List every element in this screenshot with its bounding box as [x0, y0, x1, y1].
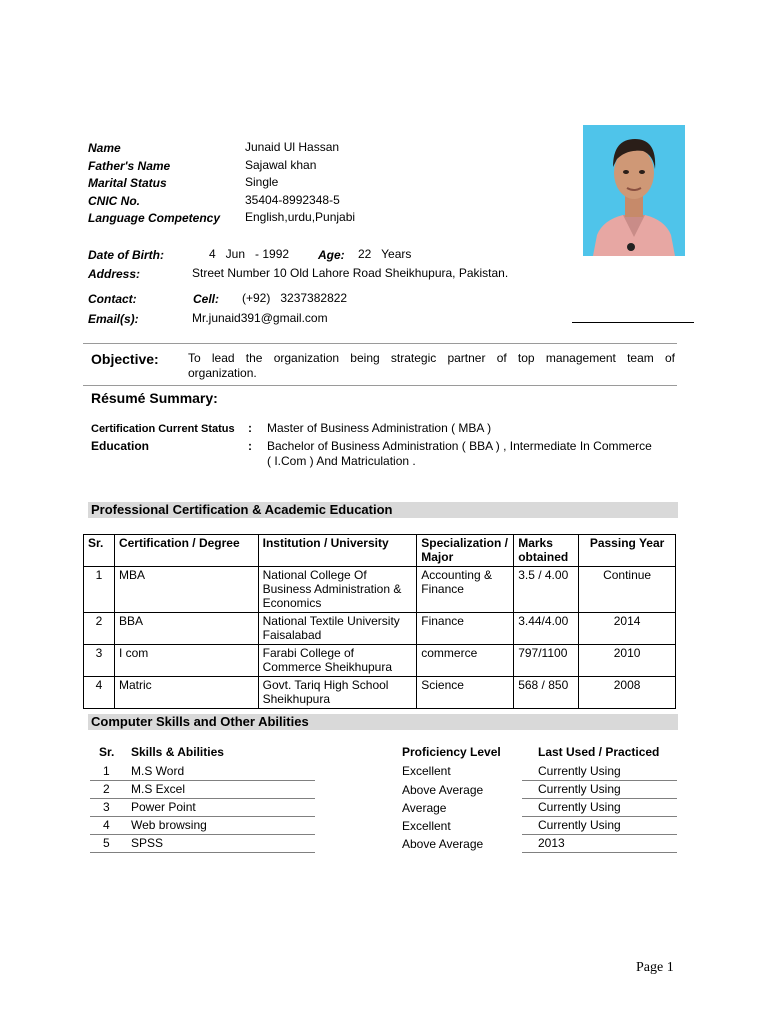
- table-row: [84, 567, 676, 613]
- skill-name: Power Point: [131, 800, 196, 814]
- dob-label: Date of Birth:: [88, 248, 164, 262]
- marital-value: Single: [245, 175, 279, 189]
- table-row: [84, 677, 676, 709]
- contact-label: Contact:: [88, 292, 137, 306]
- father-value: Sajawal khan: [245, 158, 317, 172]
- colon: :: [248, 421, 252, 435]
- cell-degree: Matric: [114, 677, 258, 709]
- father-label: Father's Name: [88, 159, 171, 173]
- header-sr: Sr.: [84, 535, 115, 567]
- skill-proficiency: Above Average: [402, 837, 484, 851]
- skill-row-underline: [90, 762, 315, 781]
- objective-text-line-1: To lead the organization being strategic partner of top management team of: [188, 351, 675, 365]
- skill-last-used: 2013: [538, 836, 565, 850]
- age-value: 22 Years: [358, 247, 412, 261]
- cell-specialization: Accounting & Finance: [417, 567, 514, 613]
- cell-institution: National College Of Business Administration & Economics: [258, 567, 417, 613]
- education-label: Education: [91, 439, 150, 453]
- skill-proficiency: Excellent: [402, 764, 451, 778]
- skill-sr: 1: [103, 764, 110, 778]
- cell-sr: 3: [84, 645, 115, 677]
- table-row: [84, 613, 676, 645]
- skill-row-underline: [90, 780, 315, 799]
- cell-label: Cell:: [193, 292, 220, 306]
- cell-degree: BBA: [114, 613, 258, 645]
- objective-label: Objective:: [91, 351, 159, 367]
- cell-year: 2010: [579, 645, 676, 677]
- cell-year: 2008: [579, 677, 676, 709]
- name-value: Junaid Ul Hassan: [245, 140, 340, 154]
- email-value: Mr.junaid391@gmail.com: [192, 311, 328, 325]
- cell-degree: MBA: [114, 567, 258, 613]
- address-value: Street Number 10 Old Lahore Road Sheikhupura, Pakistan.: [192, 266, 509, 280]
- skill-proficiency: Above Average: [402, 783, 484, 797]
- education-section-title: Professional Certification & Academic Education: [88, 502, 678, 518]
- cell-degree: I com: [114, 645, 258, 677]
- marital-label: Marital Status: [88, 176, 167, 190]
- skill-name: Web browsing: [131, 818, 207, 832]
- skill-name: M.S Word: [131, 764, 185, 778]
- skill-last-used: Currently Using: [538, 800, 621, 814]
- education-table: [83, 534, 676, 709]
- table-row: [84, 645, 676, 677]
- table-header-row: [84, 535, 676, 567]
- header-passing-year: Passing Year: [579, 535, 676, 567]
- skills-header-proficiency: Proficiency Level: [402, 745, 501, 759]
- skills-header-last-used: Last Used / Practiced: [538, 745, 660, 759]
- profile-photo: [583, 125, 685, 256]
- skill-row-underline: [90, 798, 315, 817]
- skill-proficiency: Average: [402, 801, 447, 815]
- cell-sr: 1: [84, 567, 115, 613]
- skill-last-used: Currently Using: [538, 764, 621, 778]
- cell-institution: National Textile University Faisalabad: [258, 613, 417, 645]
- education-value-line-1: Bachelor of Business Administration ( BBA ) , Intermediate In Commerce: [267, 439, 652, 453]
- cell-marks: 568 / 850: [514, 677, 579, 709]
- cnic-label: CNIC No.: [88, 194, 140, 208]
- person-portrait-icon: [583, 125, 685, 256]
- divider: [83, 385, 677, 386]
- summary-title: Résumé Summary:: [91, 390, 218, 406]
- cnic-value: 35404-8992348-5: [245, 193, 340, 207]
- cell-marks: 3.5 / 4.00: [514, 567, 579, 613]
- page-number: Page 1: [636, 960, 674, 975]
- cell-specialization: commerce: [417, 645, 514, 677]
- skills-header-sr: Sr.: [99, 745, 115, 759]
- header-specialization: Specialization / Major: [417, 535, 514, 567]
- objective-text-line-2: organization.: [188, 366, 257, 380]
- age-label: Age:: [318, 248, 345, 262]
- cell-specialization: Science: [417, 677, 514, 709]
- skill-sr: 3: [103, 800, 110, 814]
- dob-value: 4 Jun - 1992: [209, 247, 290, 261]
- colon: :: [248, 439, 252, 453]
- cell-marks: 3.44/4.00: [514, 613, 579, 645]
- cell-sr: 4: [84, 677, 115, 709]
- divider: [83, 343, 677, 344]
- skill-last-used: Currently Using: [538, 782, 621, 796]
- education-value-line-2: ( I.Com ) And Matriculation .: [267, 454, 416, 468]
- name-label: Name: [88, 141, 121, 155]
- cell-year: 2014: [579, 613, 676, 645]
- skill-sr: 2: [103, 782, 110, 796]
- address-label: Address:: [88, 267, 141, 281]
- header-marks: Marks obtained: [514, 535, 579, 567]
- certification-status-label: Certification Current Status: [91, 423, 235, 435]
- skills-header-skill: Skills & Abilities: [131, 745, 224, 759]
- skill-name: SPSS: [131, 836, 164, 850]
- skill-sr: 4: [103, 818, 110, 832]
- cell-sr: 2: [84, 613, 115, 645]
- cell-institution: Farabi College of Commerce Sheikhupura: [258, 645, 417, 677]
- cell-value: (+92) 3237382822: [242, 291, 348, 305]
- skill-sr: 5: [103, 836, 110, 850]
- cell-institution: Govt. Tariq High School Sheikhupura: [258, 677, 417, 709]
- language-label: Language Competency: [88, 211, 221, 225]
- language-value: English,urdu,Punjabi: [245, 210, 356, 224]
- cell-year: Continue: [579, 567, 676, 613]
- signature-line: [572, 322, 694, 323]
- skill-last-used: Currently Using: [538, 818, 621, 832]
- cell-specialization: Finance: [417, 613, 514, 645]
- certification-status-value: Master of Business Administration ( MBA ): [267, 421, 492, 435]
- cell-marks: 797/1100: [514, 645, 579, 677]
- header-certification: Certification / Degree: [114, 535, 258, 567]
- skill-name: M.S Excel: [131, 782, 186, 796]
- skill-row-underline: [90, 834, 315, 853]
- skills-section-title: Computer Skills and Other Abilities: [88, 714, 678, 730]
- email-label: Email(s):: [88, 312, 139, 326]
- header-institution: Institution / University: [258, 535, 417, 567]
- skill-proficiency: Excellent: [402, 819, 451, 833]
